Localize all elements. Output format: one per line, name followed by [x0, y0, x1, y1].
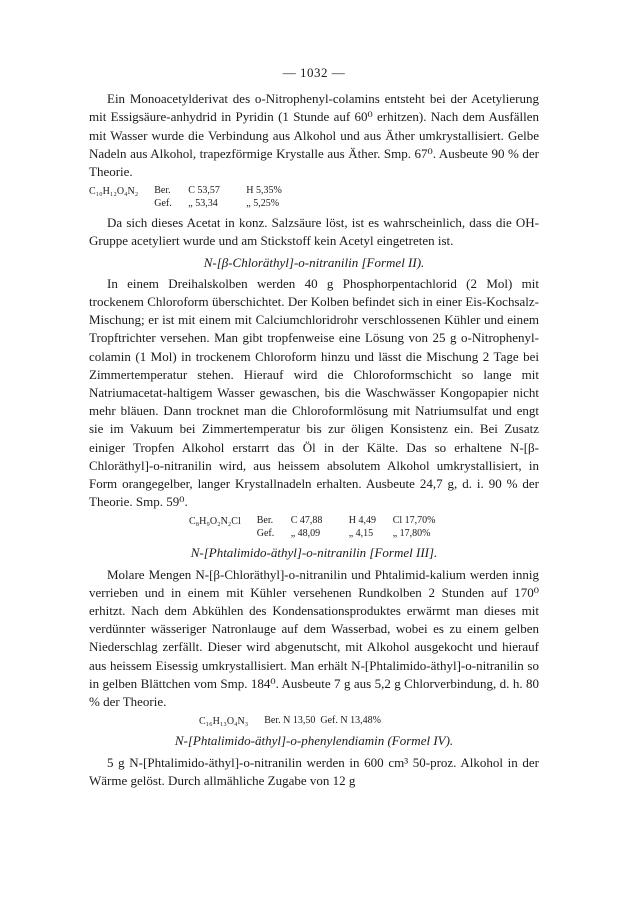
gef-label: Gef. [256, 528, 275, 540]
formula-name: C₈H₉O₂N₂Cl [189, 516, 241, 528]
section-heading-formel-iii: N-[Phtalimido-äthyl]-o-nitranilin [Formel III]. [190, 545, 438, 561]
ber-label: Ber. [154, 185, 171, 197]
paragraph-acetate: Da sich dieses Acetat in konz. Salzsäure löst, ist es wahrscheinlich, dass die OH-Gruppe acetyliert wurde und am Stickstoff kein Acetyl eingetreten ist. [89, 215, 539, 249]
gef-c: „ 48,09 [290, 528, 321, 540]
ber-h: H 5,35% [246, 185, 282, 197]
ber-c: C 47,88 [290, 515, 323, 527]
ber-h: H 4,49 [348, 515, 376, 527]
paragraph-phenylendiamin: 5 g N-[Phtalimido-äthyl]-o-nitranilin werden in 600 cm³ 50-proz. Alkohol in der Wärme gelöst. Durch allmähliche Zugabe von 12 g [89, 754, 539, 788]
gef-label: Gef. [154, 198, 172, 210]
section-heading-formel-iv: N-[Phtalimido-äthyl]-o-phenylendiamin (Formel IV). [174, 733, 454, 749]
document-page [89, 64, 539, 790]
paragraph-monoacetyl: Ein Monoacetylderivat des o-Nitrophenyl-colamins entsteht bei der Acetylierung mit Essigsäure-anhydrid in Pyridin (1 Stunde auf 60⁰ erhitzen). Nach dem Ausfällen mit Wasser wurde die Verbindung aus Alkohol und aus Äther umkrystallisiert. Gelbe Nadeln aus Alkohol, trapezförmige Krystalle aus Äther. Smp. 67⁰. Ausbeute 90 % der Theorie. [89, 91, 539, 180]
ber-cl: Cl 17,70% [392, 515, 436, 527]
page-number: — 1032 — [282, 65, 346, 80]
paragraph-phtalimido: Molare Mengen N-[β-Chloräthyl]-o-nitranilin und Phtalimid-kalium werden innig verrieben und in einem mit Kühler versehenen Rundkolben 2 Stunden auf 170⁰ erhitzt. Nach dem Abkühlen des Kondensationsproduktes erwärmt man dieses mit verdünnter wässeriger Natronlauge auf dem Wasserbad, wobei es zu einem gelben Niederschlag zerfällt. Dieser wird abgenutscht, mit Alkohol ausgekocht und hierauf aus heissem Eisessig umkrystallisiert. Man erhält N-[Phtalimido-äthyl]-o-nitranilin so in gelben Blättchen vom Smp. 184⁰. Ausbeute 7 g aus 5,2 g Chlorverbindung, d. h. 80 % der Theorie. [89, 566, 539, 710]
analysis-values: Ber. N 13,50 Gef. N 13,48% [264, 715, 381, 727]
ber-c: C 53,57 [188, 185, 220, 197]
analysis-block-2 [189, 514, 539, 540]
paragraph-chloraethyl: In einem Dreihalskolben werden 40 g Phosphorpentachlorid (2 Mol) mit trockenem Chloroform überschichtet. Der Kolben befindet sich in einer Eis-Kochsalz-Mischung; er ist mit einem mit Calciumchloridrohr verschlossenen Kühler und einem Tropftrichter versehen. Man gibt tropfenweise eine Lösung von 25 g o-Nitrophenyl-colamin (1 Mol) in trockenem Chloroform hinzu und lässt die Mischung 2 Tage bei Zimmertemperatur stehen. Hierauf wird die Chloroformschicht so lange mit Natriumacetat-haltigem Wasser gewaschen, bis die Waschwässer Kongopapier nicht mehr bläuen. Dann trocknet man die Chloroformlösung mit Natriumsulfat und engt sie im Vakuum bei Zimmertemperatur bis zur öligen Konsistenz ein. Bei Zusatz einiger Tropfen Alkohol erstarrt das Öl in der Kälte. Das so erhaltene N-[β-Chloräthyl]-o-nitranilin wird, aus heissem absolutem Alkohol umkrystallisiert, in Form orangegelber, langer Krystallnadeln erhalten. Ausbeute 24,7 g, d. i. 90 % der Theorie. Smp. 59⁰. [89, 275, 539, 510]
ber-label: Ber. [256, 515, 274, 527]
gef-c: „ 53,34 [188, 198, 218, 210]
analysis-block-1 [89, 184, 539, 210]
gef-h: „ 5,25% [246, 198, 280, 210]
gef-cl: „ 17,80% [392, 528, 431, 540]
gef-h: „ 4,15 [348, 528, 374, 540]
formula-name: C₁₆H₁₃O₄N₃ [199, 716, 249, 728]
analysis-block-3 [199, 714, 539, 728]
section-heading-formel-ii: N-[β-Chloräthyl]-o-nitranilin [Formel II). [203, 254, 425, 270]
formula-name: C₁₀H₁₂O₄N₂ [89, 186, 139, 198]
